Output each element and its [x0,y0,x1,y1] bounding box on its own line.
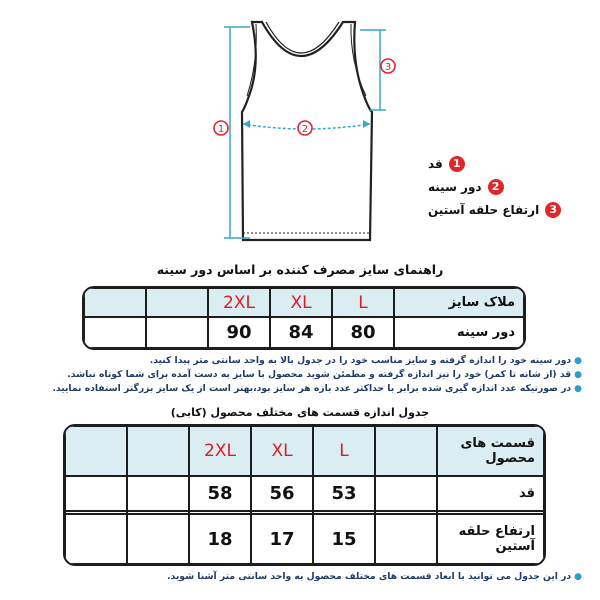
legend-item [428,152,578,175]
table-value: 84 [270,317,332,348]
measurement-legend [428,152,578,221]
table-header-row [65,426,544,476]
size-header: XL [270,288,332,317]
legend-number: 3 [545,202,561,218]
table-cell [65,426,127,476]
table-value: 53 [313,476,375,512]
size-guide-notes [22,354,582,396]
legend-label: ارتفاع حلقه آستین [428,202,540,217]
bullet-icon: ● [574,572,582,582]
note-text: قد (از شانه تا کمر) خود را نیز اندازه گرفته و مطمئن شوید محصول با سایز به دست آمده برای شما کوتاه نباشد. [67,369,572,380]
table-value: 18 [189,514,251,564]
size-guide-title: راهنمای سایز مصرف کننده بر اساس دور سینه [156,262,444,277]
table-cell [127,476,189,512]
size-header: XL [251,426,313,476]
note-item [22,382,582,396]
row-label: قسمت های محصول [437,426,544,476]
table-cell [65,476,127,512]
size-header: 2XL [189,426,251,476]
product-measurements-title: جدول اندازه قسمت های مختلف محصول (کابی) [170,406,430,419]
table-row [65,514,544,564]
table-cell [127,514,189,564]
table-header-row [84,288,524,317]
note-item [22,368,582,382]
note-text: دور سینه خود را اندازه گرفته و سایز مناسب خود را در جدول بالا به واحد سانتی متر پیدا کنید. [149,355,572,366]
product-measurements-table [63,424,546,566]
row-label: ارتفاع حلقه آستین [437,514,544,564]
note-item [22,354,582,368]
marker-1: 1 [217,124,225,135]
table-cell [127,426,189,476]
row-label: قد [437,476,544,512]
marker-3: 3 [384,62,392,73]
marker-2: 2 [301,124,309,135]
table-value: 17 [251,514,313,564]
row-label: دور سینه [394,317,524,348]
size-header: L [313,426,375,476]
note-text: در این جدول می توانید با ابعاد قسمت های مختلف محصول به واحد سانتی متر آشنا شوید. [167,571,572,582]
legend-label: دور سینه [428,179,482,194]
legend-number: 1 [449,156,465,172]
table-cell [146,317,208,348]
note-text: در صورتیکه عدد اندازه گیری شده برابر با حداکثر عدد بازه هر سایز بود،بهتر است از یک سایز بزرگتر استفاده نمایید. [52,383,572,394]
bullet-icon: ● [574,370,582,380]
note-item [22,570,582,584]
table-cell [375,426,437,476]
legend-number: 2 [488,179,504,195]
table-value: 90 [208,317,270,348]
legend-item [428,175,578,198]
table-value: 15 [313,514,375,564]
table-cell [65,514,127,564]
size-header: L [332,288,394,317]
table-cell [84,317,146,348]
table-value: 58 [189,476,251,512]
bullet-icon: ● [574,384,582,394]
table-row [84,317,524,348]
legend-item [428,198,578,221]
bullet-icon: ● [574,356,582,366]
table-cell [84,288,146,317]
product-measurements-notes [22,570,582,584]
table-cell [375,514,437,564]
table-value: 80 [332,317,394,348]
row-label: ملاک سایز [394,288,524,317]
table-cell [375,476,437,512]
table-value: 56 [251,476,313,512]
table-cell [146,288,208,317]
legend-label: قد [428,156,443,171]
size-header: 2XL [208,288,270,317]
size-guide-table [82,286,526,350]
table-row [65,476,544,512]
